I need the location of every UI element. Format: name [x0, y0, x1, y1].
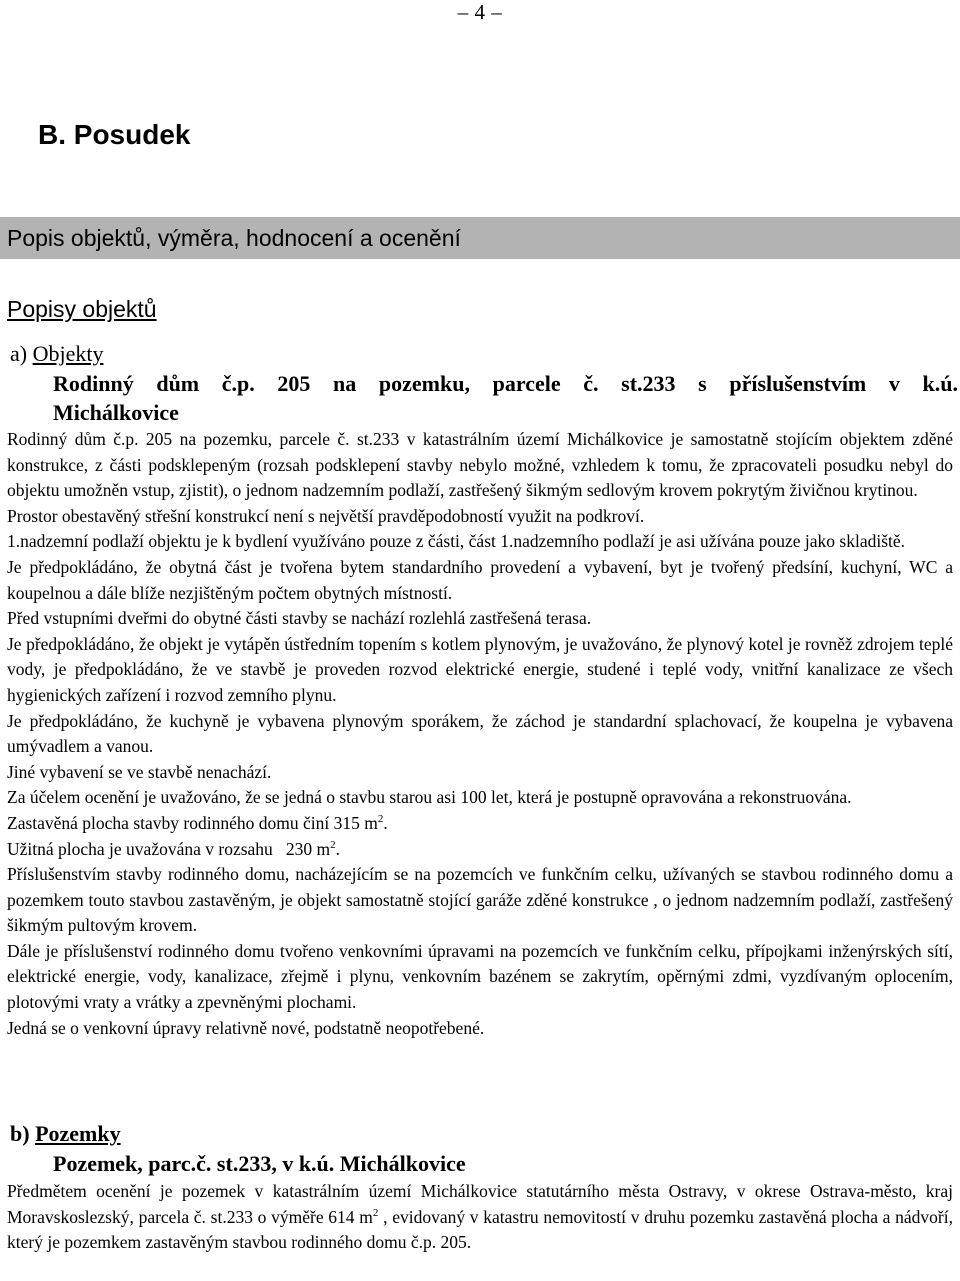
object-title-line2: Michálkovice — [53, 400, 179, 425]
paragraph: Jedná se o venkovní úpravy relativně nové, podstatně neopotřebené. — [7, 1017, 485, 1038]
section-b-body — [7, 1179, 953, 1256]
bar-heading: Popis objektů, výměra, hodnocení a ocenění — [7, 225, 461, 251]
object-title-line1: Rodinný dům č.p. 205 na pozemku, parcele č. st.233 s příslušenstvím v k.ú. — [53, 371, 958, 396]
built-area: Zastavěná plocha stavby rodinného domu činí 315 $m^2$. — [7, 812, 388, 833]
section-a-label: Objekty — [32, 341, 104, 366]
paragraph: Jiné vybavení se ve stavbě nenachází. — [7, 761, 272, 782]
section-b-heading — [10, 1120, 121, 1148]
paragraph: 1.nadzemní podlaží objektu je k bydlení využíváno pouze z části, část 1.nadzemního podlaží je asi užívána pouze jako skladiště. — [7, 531, 906, 552]
paragraph: Prostor obestavěný střešní konstrukcí není s největší pravděpodobností využit na podkroví. — [7, 505, 645, 526]
section-title: B. Posudek — [38, 119, 191, 150]
paragraph: Příslušenstvím stavby rodinného domu, nacházejícím se na pozemcích ve funkčním celku, užívaných se stavbou rodinného domu a pozemkem touto stavbou zastavěným, je objekt samostatně stojící garáže zděné konstrukce , o jednom nadzemním podlaží, zastřešený šikmým pultovým krovem. — [7, 864, 953, 936]
subheading: Popisy objektů — [7, 296, 157, 322]
usable-area: Užitná plocha je uvažována v rozsahu 230 $m^2$. — [7, 838, 341, 859]
section-b-marker: b) — [10, 1121, 30, 1146]
heading-bar — [0, 217, 960, 259]
paragraph: Je předpokládáno, že obytná část je tvořena bytem standardního provedení a vybavení, byt je tvořený předsíní, kuchyní, WC a koupelnou a dále blíže nezjištěným počtem obytných místností. — [7, 556, 953, 603]
section-a-heading — [10, 341, 103, 367]
paragraph: Před vstupními dveřmi do obytné části stavby se nachází rozlehlá zastřešená terasa. — [7, 608, 592, 629]
section-a-marker: a) — [10, 341, 28, 366]
paragraph: Je předpokládáno, že objekt je vytápěn ústředním topením s kotlem plynovým, je uvažováno, že plynový kotel je rovněž zdrojem teplé vody, je předpokládáno, že ve stavbě je proveden rozvod elektrické energie, studené i teplé vody, vnitřní kanalizace ze všech hygienických zařízení i rozvod zemního plynu. — [7, 633, 953, 705]
page-number: – 4 – — [457, 0, 503, 24]
paragraph: Za účelem ocenění je uvažováno, že se jedná o stavbu starou asi 100 let, která je postupně opravována a rekonstruována. — [7, 787, 852, 808]
paragraph: Je předpokládáno, že kuchyně je vybavena plynovým sporákem, že záchod je standardní splachovací, že koupelna je vybavena umývadlem a vanou. — [7, 710, 953, 757]
paragraph: Dále je příslušenství rodinného domu tvořeno venkovními úpravami na pozemcích ve funkčním celku, přípojkami inženýrských sítí, elektrické energie, vody, kanalizace, zřejmě i plynu, venkovním bazénem se zakrytím, opěrnými zdmi, vyzdívaným oplocením, plotovými vraty a vrátky a zpevněnými plochami. — [7, 940, 953, 1013]
section-a-body — [7, 427, 953, 1041]
plot-description: Předmětem ocenění je pozemek v katastrálním území Michálkovice statutárního města Ostravy, v okrese Ostrava-město, kraj Moravskoslezský, parcela č. st.233 o výměře 614 $m^2$ , evidovaný v katastru nemovitostí v druhu pozemku zastavěná plocha a nádvoří, který je pozemkem zastavěným stavbou rodinného domu č.p. 205. — [7, 1181, 953, 1253]
section-b-label: Pozemky — [35, 1121, 121, 1146]
paragraph: Rodinný dům č.p. 205 na pozemku, parcele č. st.233 v katastrálním území Michálkovice je samostatně stojícím objektem zděné konstrukce, z části podsklepeným (rozsah podsklepení stavby nebylo možné, vzhledem k tomu, že zpracovateli posudku nebyl do objektu umožněn vstup, zjistit), o jednom nadzemním podlaží, zastřešený šikmým sedlovým krovem pokrytým živičnou krytinou. — [7, 429, 953, 501]
plot-title: Pozemek, parc.č. st.233, v k.ú. Michálkovice — [53, 1151, 466, 1176]
